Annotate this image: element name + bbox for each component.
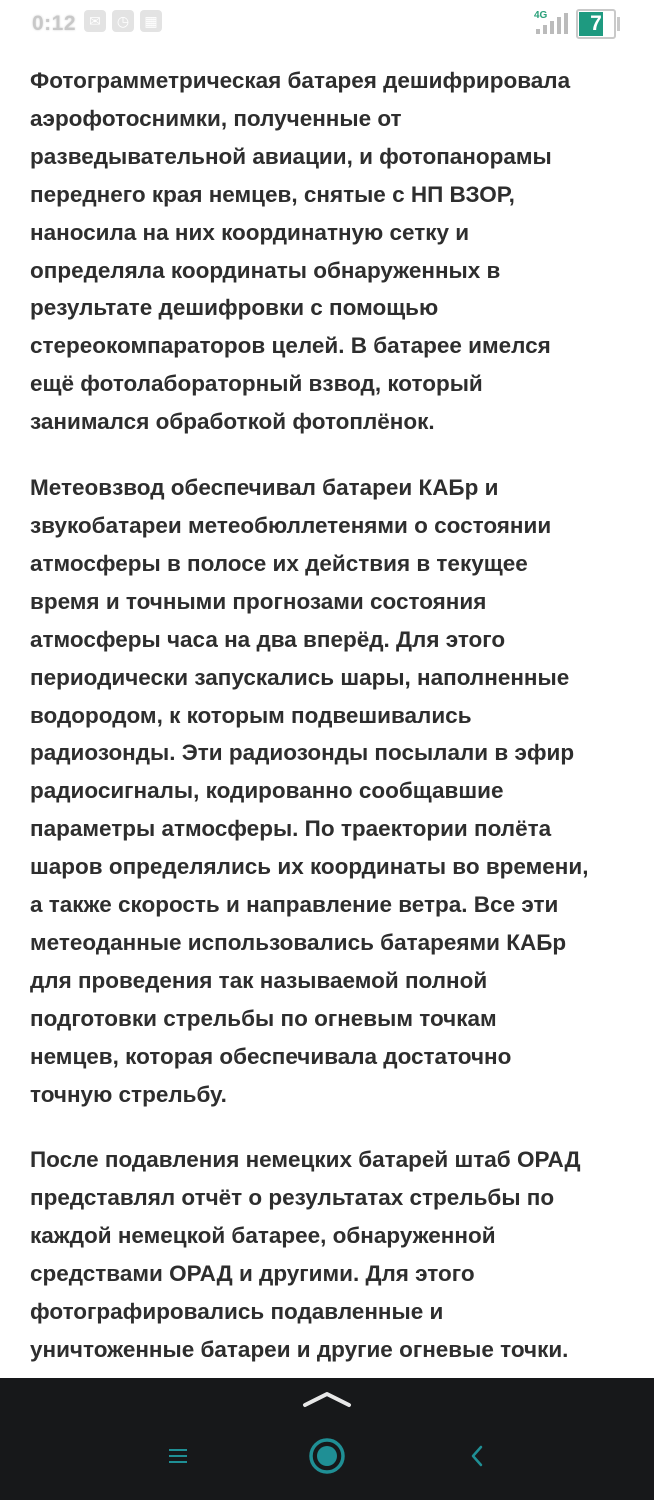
battery-level: 7 — [590, 12, 602, 35]
battery-icon — [576, 9, 616, 39]
notification-icons — [84, 10, 162, 32]
notification-icon: ◷ — [112, 10, 134, 32]
status-bar — [0, 0, 654, 52]
back-icon[interactable] — [454, 1433, 500, 1479]
notification-icon: ✉ — [84, 10, 106, 32]
chevron-up-icon[interactable] — [301, 1388, 353, 1410]
article-paragraph: Метеовзвод обеспечивал батареи КАБр и звукобатареи метеобюллетенями о состоянии атмосферы в полосе их действия в текущее время и точными прогнозами состояния атмосферы часа на два вперёд. Для этого периодически запускались шары, наполненные водородом, к которым подвешивались радиозонды. Эти радиозонды посылали в эфир радиосигналы, кодированно сообщавшие параметры атмосферы. По траектории полёта шаров определялись их координаты во времени, а также скорость и направление ветра. Все эти метеоданные использовались батареями КАБр для проведения так называемой полной подготовки стрельбы по огневым точкам немцев, которая обеспечивала достаточно точную стрельбу. — [30, 475, 589, 1107]
network-type: 4G — [534, 10, 548, 21]
article-paragraph: Фотограмметрическая батарея дешифрировала аэрофотоснимки, полученные от разведывательной авиации, и фотопанорамы переднего края немцев, снятые с НП ВЗОР, наносила на них координатную сетку и определяла координаты обнаруженных в результате дешифровки с помощью стереокомпараторов целей. В батарее имелся ещё фотолабораторный взвод, который занимался обработкой фотоплёнок. — [30, 68, 571, 435]
notification-icon: ▦ — [140, 10, 162, 32]
navigation-bar — [0, 1378, 654, 1500]
home-icon[interactable] — [304, 1433, 350, 1479]
article-body — [30, 62, 630, 1397]
battery-tip — [617, 17, 620, 31]
menu-icon[interactable] — [155, 1433, 201, 1479]
status-time: 0:12 — [32, 12, 77, 35]
signal-icon — [534, 10, 570, 36]
article-paragraph: После подавления немецких батарей штаб ОРАД представлял отчёт о результатах стрельбы по каждой немецкой батарее, обнаруженной средствами ОРАД и другими. Для этого фотографировались подавленные и уничтоженные батареи и другие огневые точки. — [30, 1147, 581, 1362]
